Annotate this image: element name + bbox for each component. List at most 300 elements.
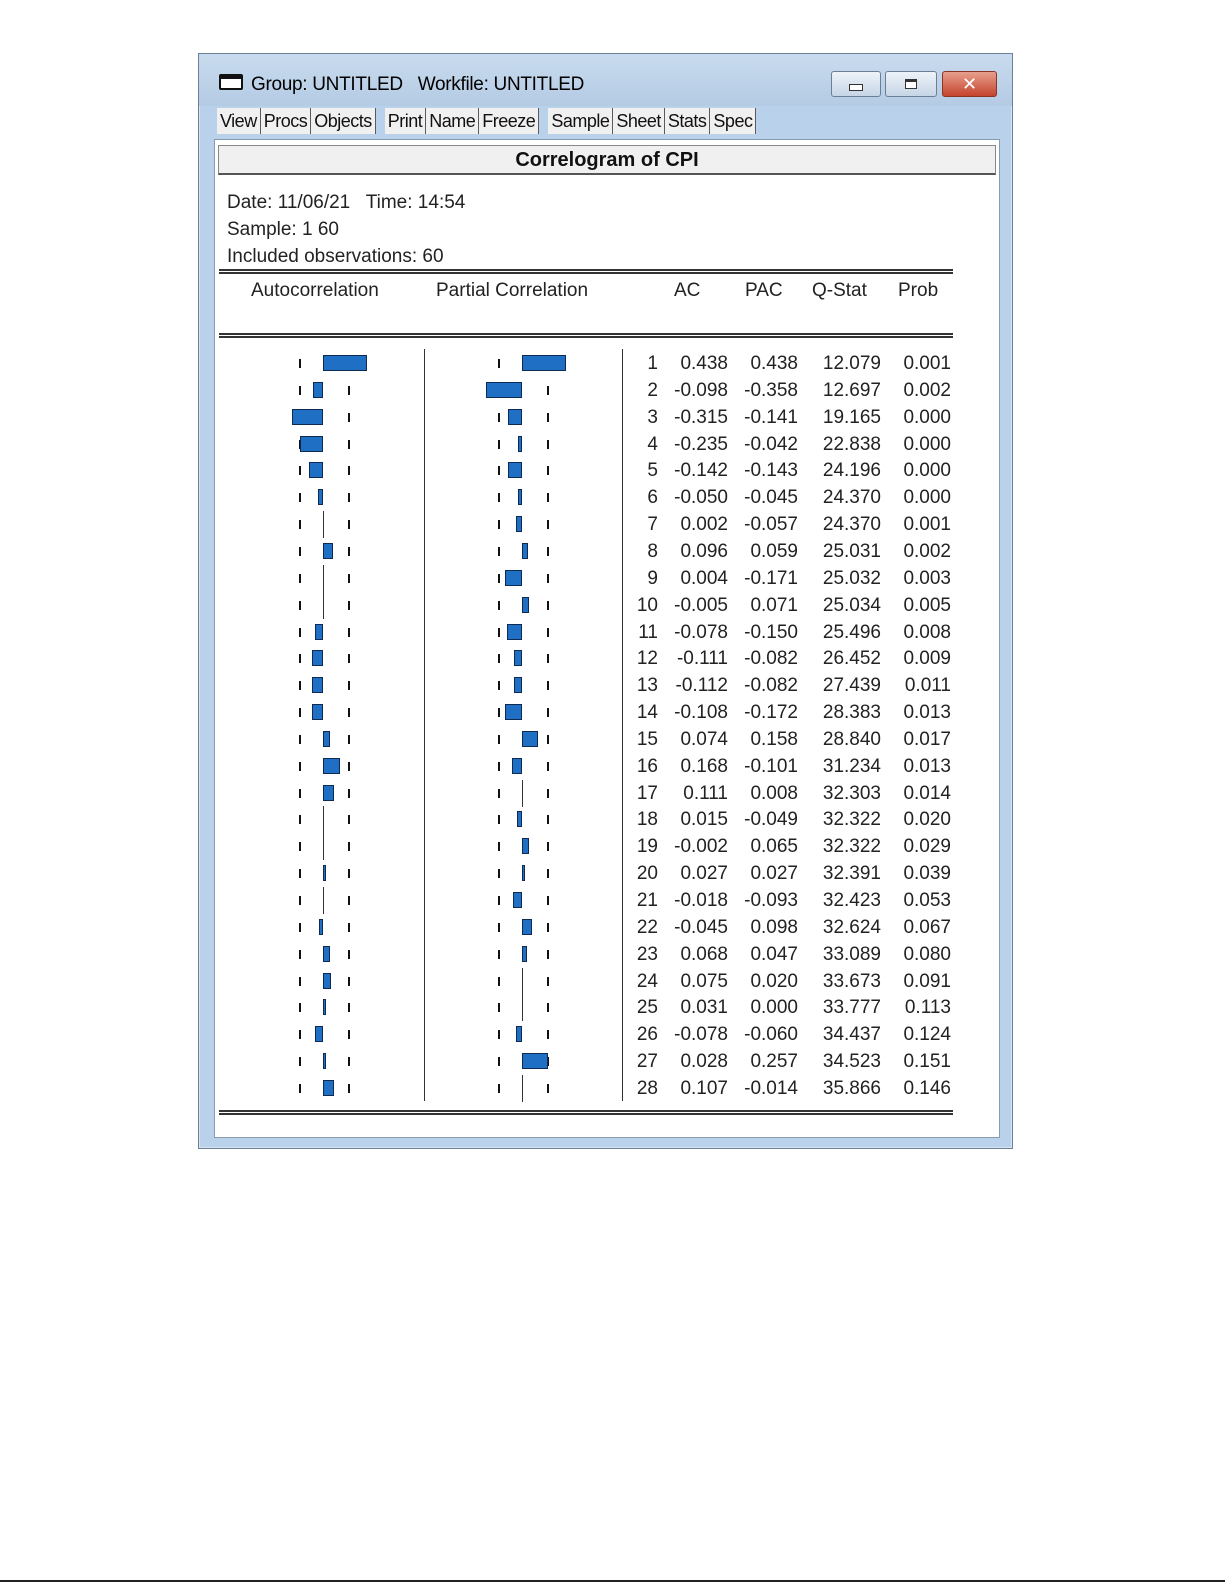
pac-bar [512,758,522,774]
ac-confidence-tick-right [348,413,350,422]
correlogram-view [214,139,1000,1138]
ac-cell: -0.098 [674,379,728,401]
qstat-cell: 25.032 [822,567,881,589]
lag-cell: 15 [636,728,658,750]
ac-confidence-tick-left [299,815,301,824]
lag-cell: 4 [647,433,658,455]
toolbar-procs-button[interactable]: Procs [261,108,312,134]
qstat-cell: 12.697 [822,379,881,401]
toolbar-freeze-button[interactable]: Freeze [479,108,539,134]
pac-confidence-tick-right [547,1084,549,1093]
qstat-cell: 22.838 [822,433,881,455]
pac-bar [516,1026,522,1042]
ac-zero-line [323,511,324,538]
lag-cell: 11 [638,621,658,643]
table-row [215,565,1001,592]
pac-confidence-tick-right [547,413,549,422]
toolbar-stats-button[interactable]: Stats [665,108,711,134]
ac-bar [323,355,367,371]
prob-cell: 0.009 [903,648,951,670]
pac-confidence-tick-left [498,977,500,986]
qstat-cell: 33.673 [822,970,881,992]
ac-confidence-tick-right [348,1030,350,1039]
ac-confidence-tick-right [348,1084,350,1093]
ac-confidence-tick-right [348,601,350,610]
pac-confidence-tick-right [547,896,549,905]
table-row [215,806,1001,833]
prob-cell: 0.003 [903,567,951,589]
ac-cell: -0.315 [674,406,728,428]
ac-cell: 0.111 [683,782,728,804]
ac-cell: -0.108 [674,702,728,724]
ac-confidence-tick-right [348,547,350,556]
pac-cell: -0.093 [744,890,798,911]
table-row [215,457,1001,484]
ac-bar [300,436,324,452]
lag-cell: 22 [636,916,658,938]
ac-zero-line [323,565,324,592]
qstat-cell: 24.370 [822,514,881,536]
ac-confidence-tick-left [299,950,301,959]
ac-confidence-tick-left [299,1030,301,1039]
pac-cell: 0.257 [750,1051,798,1073]
pac-bar [522,865,525,881]
pac-cell: -0.141 [744,406,798,428]
ac-confidence-tick-right [348,493,350,502]
toolbar-spec-button[interactable]: Spec [710,108,756,134]
pac-confidence-tick-left [498,1030,500,1039]
pac-confidence-tick-right [547,466,549,475]
prob-cell: 0.013 [903,755,951,777]
toolbar-objects-button[interactable]: Objects [311,108,376,134]
table-row [215,753,1001,780]
pac-confidence-tick-left [498,547,500,556]
qstat-cell: 31.234 [822,755,881,777]
pac-bar [514,677,522,693]
table-row [215,968,1001,995]
ac-cell: -0.235 [674,433,728,455]
pac-bar [522,597,529,613]
prob-cell: 0.029 [903,836,951,858]
qstat-cell: 12.079 [822,353,881,374]
pac-cell: 0.008 [750,782,798,804]
autocorrelation-header: Autocorrelation [251,280,379,301]
pac-cell: 0.158 [750,728,798,750]
ac-confidence-tick-left [299,628,301,637]
table-row [215,860,1001,887]
lag-cell: 23 [636,943,658,965]
ac-cell: -0.078 [674,621,728,643]
prob-cell: 0.146 [903,1077,951,1099]
ac-confidence-tick-right [348,789,350,798]
pac-confidence-tick-left [498,413,500,422]
ac-cell: -0.050 [674,487,728,509]
lag-cell: 20 [636,863,658,885]
table-row [215,994,1001,1021]
toolbar-sample-button[interactable]: Sample [548,108,613,134]
pac-bar [513,892,522,908]
pac-confidence-tick-right [547,493,549,502]
observations-line: Included observations: 60 [227,246,444,267]
ac-cell: 0.031 [680,997,728,1019]
pac-cell: 0.065 [750,836,798,858]
pac-confidence-tick-left [498,574,500,583]
ac-confidence-tick-left [299,1084,301,1093]
pac-bar [522,919,532,935]
ac-confidence-tick-left [299,359,301,368]
lag-cell: 17 [636,782,658,804]
table-row [215,350,1001,377]
ac-confidence-tick-right [348,923,350,932]
ac-cell: 0.028 [680,1051,728,1073]
pac-confidence-tick-left [498,842,500,851]
pac-confidence-tick-right [547,842,549,851]
qstat-cell: 24.370 [822,487,881,509]
pac-confidence-tick-right [547,386,549,395]
pac-cell: 0.027 [750,863,798,885]
ac-bar [323,973,331,989]
table-row [215,699,1001,726]
lag-cell: 24 [636,970,658,992]
pac-cell: -0.143 [744,460,798,482]
ac-cell: -0.142 [674,460,728,482]
pac-confidence-tick-left [498,628,500,637]
pac-confidence-tick-right [547,708,549,717]
toolbar-name-button[interactable]: Name [426,108,479,134]
qstat-cell: 24.196 [822,460,881,482]
ac-confidence-tick-left [299,466,301,475]
ac-cell: 0.027 [680,863,728,885]
ac-confidence-tick-right [348,815,350,824]
pac-cell: -0.101 [744,755,798,777]
lag-cell: 8 [647,540,658,562]
pac-confidence-tick-right [547,654,549,663]
pac-bar [522,946,527,962]
table-bottom-rule [219,1110,953,1115]
ac-bar [318,489,323,505]
qstat-cell: 35.866 [822,1077,881,1099]
prob-cell: 0.008 [903,621,951,643]
lag-cell: 21 [636,890,658,911]
ac-bar [319,919,324,935]
pac-cell: -0.171 [744,567,798,589]
ac-confidence-tick-left [299,547,301,556]
ac-confidence-tick-left [299,654,301,663]
close-button[interactable] [942,71,997,97]
ac-confidence-tick-right [348,977,350,986]
title-bar[interactable] [199,54,1012,106]
prob-cell: 0.013 [903,702,951,724]
ac-bar [323,1080,334,1096]
ac-confidence-tick-left [299,923,301,932]
prob-cell: 0.002 [903,540,951,562]
pac-confidence-tick-right [547,520,549,529]
ac-cell: 0.004 [680,567,728,589]
pac-confidence-tick-right [547,923,549,932]
pac-bar [505,570,522,586]
ac-cell: 0.075 [680,970,728,992]
pac-bar [518,489,523,505]
qstat-column-header: Q-Stat [812,280,867,301]
table-row [215,941,1001,968]
ac-bar [323,1053,326,1069]
pac-confidence-tick-left [498,869,500,878]
prob-cell: 0.001 [903,353,951,374]
table-row [215,538,1001,565]
table-row [215,431,1001,458]
ac-confidence-tick-left [299,601,301,610]
prob-cell: 0.000 [903,433,951,455]
pac-confidence-tick-right [547,574,549,583]
table-row [215,511,1001,538]
ac-bar [323,999,326,1015]
prob-cell: 0.124 [903,1024,951,1046]
eviews-group-window [198,53,1013,1149]
pac-confidence-tick-left [498,1003,500,1012]
pac-confidence-tick-left [498,654,500,663]
prob-cell: 0.080 [903,943,951,965]
pac-confidence-tick-right [547,977,549,986]
table-row [215,1021,1001,1048]
pac-confidence-tick-left [498,681,500,690]
ac-confidence-tick-right [348,681,350,690]
pac-cell: -0.082 [744,648,798,670]
ac-zero-line [323,833,324,860]
ac-cell: 0.074 [680,728,728,750]
pac-confidence-tick-right [547,440,549,449]
pac-confidence-tick-left [498,789,500,798]
lag-cell: 14 [636,702,658,724]
pac-column-header: PAC [745,280,783,301]
maximize-icon [905,79,917,89]
ac-bar [323,865,326,881]
pac-cell: -0.358 [744,379,798,401]
ac-confidence-tick-left [299,977,301,986]
ac-confidence-tick-right [348,654,350,663]
ac-confidence-tick-right [348,762,350,771]
prob-column-header: Prob [898,280,939,301]
qstat-cell: 19.165 [822,406,881,428]
pac-confidence-tick-right [547,815,549,824]
prob-cell: 0.091 [903,970,951,992]
table-row [215,645,1001,672]
pac-confidence-tick-left [498,1084,500,1093]
qstat-cell: 32.391 [822,863,881,885]
ac-bar [309,462,323,478]
ac-bar [312,704,323,720]
lag-cell: 19 [636,836,658,858]
ac-confidence-tick-left [299,681,301,690]
pac-confidence-tick-left [498,708,500,717]
pac-bar [517,811,522,827]
table-row [215,833,1001,860]
window-title: Group: UNTITLED Workfile: UNTITLED [251,74,585,95]
qstat-cell: 27.439 [822,675,881,697]
prob-cell: 0.000 [903,487,951,509]
ac-cell: -0.078 [674,1024,728,1046]
pac-cell: 0.059 [750,540,798,562]
table-row [215,672,1001,699]
toolbar-sheet-button[interactable]: Sheet [613,108,665,134]
ac-confidence-tick-left [299,1057,301,1066]
prob-cell: 0.001 [903,514,951,536]
ac-confidence-tick-right [348,440,350,449]
qstat-cell: 25.496 [822,621,881,643]
pac-zero-line [522,780,523,807]
ac-confidence-tick-right [348,466,350,475]
ac-cell: 0.107 [680,1077,728,1099]
pac-cell: 0.438 [750,353,798,374]
pac-cell: -0.049 [744,809,798,831]
table-row [215,887,1001,914]
ac-confidence-tick-right [348,628,350,637]
ac-cell: 0.015 [680,809,728,831]
pac-bar [507,624,522,640]
ac-bar [313,382,323,398]
ac-confidence-tick-left [299,869,301,878]
pac-confidence-tick-right [547,1030,549,1039]
table-row [215,780,1001,807]
pac-bar [508,462,522,478]
qstat-cell: 34.523 [822,1051,881,1073]
pac-bar [522,1053,548,1069]
pac-confidence-tick-left [498,735,500,744]
ac-confidence-tick-right [348,386,350,395]
header-top-rule [219,269,953,274]
lag-cell: 5 [647,460,658,482]
prob-cell: 0.000 [903,460,951,482]
table-row [215,914,1001,941]
ac-confidence-tick-left [299,1003,301,1012]
qstat-cell: 32.322 [822,809,881,831]
pac-confidence-tick-right [547,1003,549,1012]
ac-bar [323,543,333,559]
pac-cell: 0.020 [750,970,798,992]
table-row [215,1075,1001,1102]
pac-confidence-tick-right [547,789,549,798]
ac-bar [315,1026,323,1042]
ac-confidence-tick-left [299,896,301,905]
pac-bar [518,436,522,452]
pac-confidence-tick-right [547,628,549,637]
table-row [215,1048,1001,1075]
pac-confidence-tick-right [547,735,549,744]
qstat-cell: 33.089 [822,943,881,965]
qstat-cell: 34.437 [822,1024,881,1046]
ac-confidence-tick-right [348,869,350,878]
lag-cell: 3 [647,406,658,428]
ac-confidence-tick-right [348,708,350,717]
object-toolbar [217,108,756,134]
minimize-button[interactable] [831,71,881,97]
pac-cell: -0.172 [744,702,798,724]
prob-cell: 0.014 [903,782,951,804]
ac-bar [323,785,334,801]
pac-cell: 0.071 [750,594,798,616]
table-row [215,592,1001,619]
lag-cell: 7 [647,514,658,536]
qstat-cell: 25.034 [822,594,881,616]
ac-confidence-tick-right [348,896,350,905]
ac-cell: 0.438 [680,353,728,374]
lag-cell: 18 [636,809,658,831]
ac-cell: -0.002 [674,836,728,858]
ac-confidence-tick-right [348,950,350,959]
window-icon [219,74,243,90]
ac-cell: -0.005 [674,594,728,616]
table-row [215,377,1001,404]
prob-cell: 0.002 [903,379,951,401]
pac-zero-line [522,994,523,1021]
lag-cell: 12 [636,648,658,670]
ac-bar [323,758,340,774]
ac-confidence-tick-right [348,735,350,744]
ac-confidence-tick-right [348,1003,350,1012]
maximize-button[interactable] [885,71,937,97]
qstat-cell: 33.777 [822,997,881,1019]
lag-cell: 16 [636,755,658,777]
pac-zero-line [522,1075,523,1102]
prob-cell: 0.067 [903,916,951,938]
ac-confidence-tick-left [299,789,301,798]
toolbar-view-button[interactable]: View [217,108,261,134]
pac-confidence-tick-right [547,681,549,690]
date-time-line: Date: 11/06/21 Time: 14:54 [227,192,466,213]
pac-cell: 0.047 [750,943,798,965]
pac-confidence-tick-left [498,896,500,905]
close-icon: ✕ [961,74,978,94]
ac-bar [323,731,330,747]
lag-cell: 1 [647,353,658,374]
prob-cell: 0.053 [903,890,951,911]
qstat-cell: 32.423 [822,890,881,911]
pac-cell: 0.098 [750,916,798,938]
qstat-cell: 28.840 [822,728,881,750]
pac-cell: -0.082 [744,675,798,697]
qstat-cell: 32.303 [822,782,881,804]
lag-cell: 10 [636,594,658,616]
ac-bar [315,624,323,640]
ac-confidence-tick-left [299,842,301,851]
pac-confidence-tick-left [498,601,500,610]
ac-confidence-tick-right [348,1057,350,1066]
ac-confidence-tick-left [299,574,301,583]
partial-correlation-header: Partial Correlation [436,280,589,301]
ac-zero-line [323,592,324,619]
pac-bar [486,382,522,398]
ac-cell: 0.168 [680,755,728,777]
pac-confidence-tick-right [547,601,549,610]
pac-bar [522,838,529,854]
page-bottom-rule [0,1580,1225,1582]
ac-zero-line [323,806,324,833]
prob-cell: 0.000 [903,406,951,428]
pac-bar [522,731,538,747]
table-row [215,619,1001,646]
toolbar-print-button[interactable]: Print [385,108,427,134]
pac-confidence-tick-left [498,493,500,502]
pac-bar [505,704,522,720]
ac-cell: 0.068 [680,943,728,965]
ac-cell: -0.045 [674,916,728,938]
pac-confidence-tick-left [498,923,500,932]
lag-cell: 28 [636,1077,658,1099]
ac-column-header: AC [674,280,701,301]
pac-bar [516,516,522,532]
ac-cell: -0.112 [675,675,728,697]
lag-cell: 6 [647,487,658,509]
pac-cell: -0.042 [744,433,798,455]
